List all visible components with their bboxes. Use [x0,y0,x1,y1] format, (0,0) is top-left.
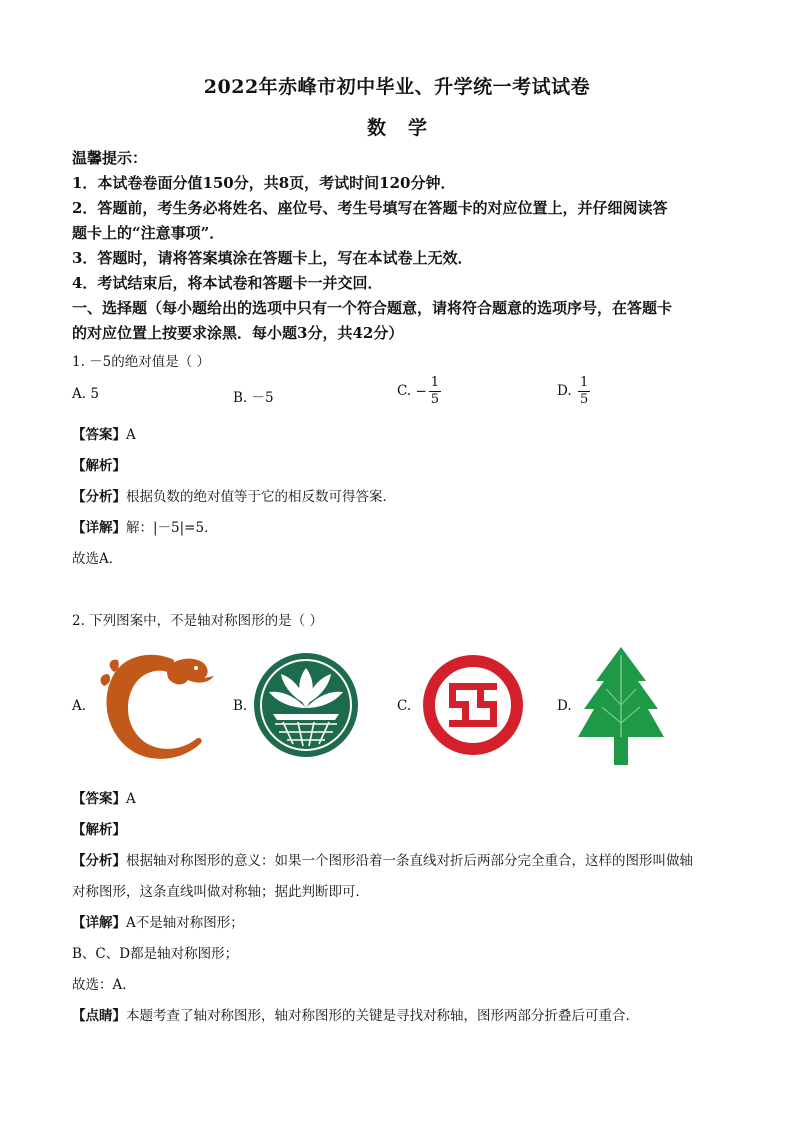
minus-sign: − [415,383,427,400]
fraction [578,375,590,408]
q2-choose: 故选：A． [72,977,136,993]
q1-analysis-tag: 【解析】 [72,458,126,474]
q2-dianjing [72,1004,639,1024]
numerator: 1 [430,375,440,390]
fenxi-text: 根据轴对称图形的意义：如果一个图形沿着一条直线对折后两部分完全重合，这样的图形叫做轴 [126,853,693,869]
q1-option-d [557,375,590,408]
denominator: 5 [579,392,589,407]
q2-answer [72,787,136,807]
q2-fenxi [72,849,693,869]
tip-item: 3．答题时，请将答案填涂在答题卡上，写在本试卷上无效． [72,249,473,267]
dragon-c-icon [96,644,220,766]
q1-xiangjie [72,516,218,536]
fenxi-tag: 【分析】 [72,489,126,505]
q2-label-c: C. [397,698,412,714]
answer-tag: 【答案】 [72,791,126,807]
xiangjie-text: 解：|－5|=5． [126,520,218,536]
tip-item: 题卡上的“注意事项”． [72,224,225,242]
xiangjie-tag: 【详解】 [72,915,126,931]
fenxi-tag: 【分析】 [72,853,126,869]
exam-title: 2022年赤峰市初中毕业、升学统一考试试卷 [203,76,591,98]
q1-answer [72,423,136,443]
q2-bcd-line: B、C、D都是轴对称图形； [72,946,239,962]
answer-value: A [126,791,136,807]
q1-option-b: B. －5 [233,390,274,406]
answer-tag: 【答案】 [72,427,126,443]
tree-icon [576,645,666,767]
q2-analysis-tag: 【解析】 [72,822,126,838]
question-1-stem: 1. －5的绝对值是（ ） [72,354,211,370]
q1-option-a: A. 5 [72,386,99,402]
xiangjie-tag: 【详解】 [72,520,126,536]
lotus-circle-icon [253,652,359,758]
fraction [429,375,441,408]
q2-label-a: A. [72,698,87,714]
answer-value: A [126,427,136,443]
dianjing-text: 本题考查了轴对称图形，轴对称图形的关键是寻找对称轴，图形两部分折叠后可重合． [126,1008,639,1024]
q2-label-b: B. [233,698,248,714]
section-heading-cont: 的对应位置上按要求涂黑．每小题3分，共42分） [72,324,404,342]
dianjing-tag: 【点睛】 [72,1008,126,1024]
option-label: D. [557,383,572,399]
denominator: 5 [430,392,440,407]
q2-xiangjie [72,911,244,931]
icbc-logo-icon [422,654,524,756]
fenxi-text: 根据负数的绝对值等于它的相反数可得答案． [126,489,396,505]
section-heading: 一、选择题（每小题给出的选项中只有一个符合题意，请将符合题意的选项序号，在答题卡 [72,299,673,317]
q2-fenxi-cont: 对称图形，这条直线叫做对称轴；据此判断即可． [72,884,369,900]
tips-heading: 温馨提示： [72,149,148,167]
tip-item: 1．本试卷卷面分值150分，共8页，考试时间120分钟． [72,174,456,192]
q1-option-c [397,375,441,408]
question-2-stem: 2. 下列图案中，不是轴对称图形的是（ ） [72,613,323,629]
q1-choose: 故选A． [72,551,123,567]
xiangjie-text: A不是轴对称图形； [126,915,244,931]
q2-label-d: D. [557,698,572,714]
tip-item: 2．答题前，考生务必将姓名、座位号、考生号填写在答题卡的对应位置上，并仔细阅读答 [72,199,668,217]
numerator: 1 [579,375,589,390]
option-label: C. [397,383,412,399]
exam-subject: 数学 [366,117,449,139]
tip-item: 4．考试结束后，将本试卷和答题卡一并交回． [72,274,383,292]
q1-fenxi [72,485,396,505]
